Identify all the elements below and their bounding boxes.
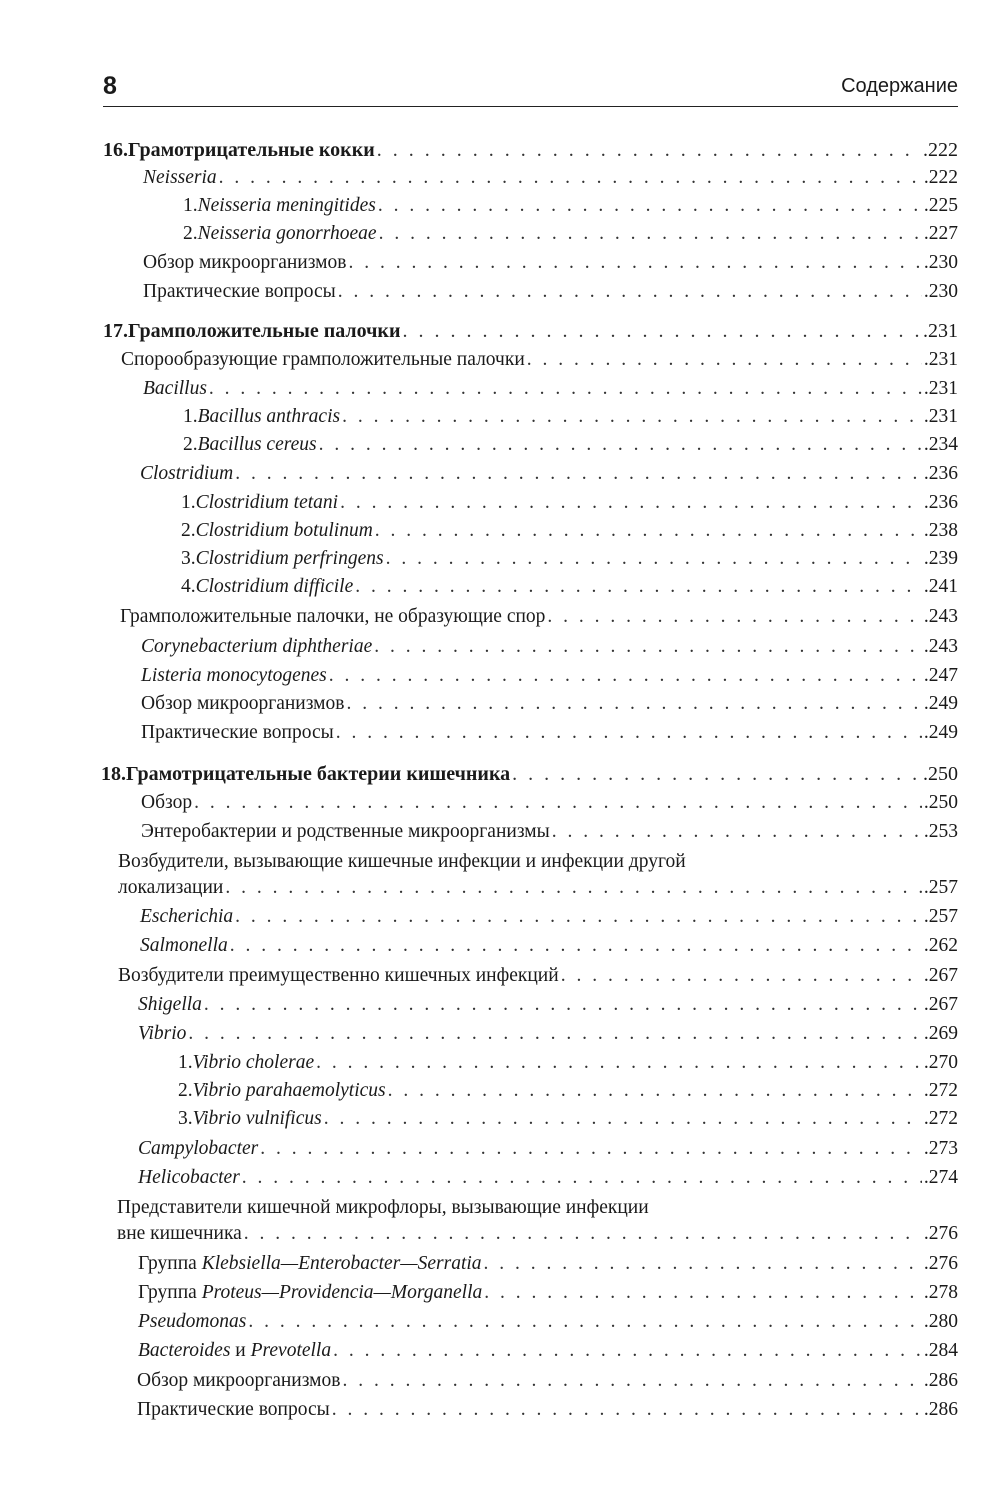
toc-entry-bacillus[interactable] bbox=[143, 377, 958, 401]
dot-leader bbox=[219, 166, 922, 190]
page-ref: .231 bbox=[923, 406, 958, 427]
page-ref: .262 bbox=[923, 935, 958, 956]
dot-leader bbox=[260, 1137, 922, 1161]
entry-title: Proteus—Providencia—Morganella bbox=[201, 1282, 483, 1303]
entry-title: локализации bbox=[118, 877, 224, 898]
dot-leader bbox=[244, 1222, 922, 1246]
chapter-number: 17. bbox=[103, 320, 128, 342]
dot-leader bbox=[188, 1022, 921, 1046]
entry-title: Neisseria bbox=[143, 167, 217, 188]
dot-leader bbox=[332, 1398, 922, 1422]
entry-title: Обзор микроорганизмов bbox=[143, 252, 347, 273]
dot-leader bbox=[561, 964, 922, 988]
toc-entry-pseudomonas[interactable] bbox=[138, 1310, 958, 1334]
dot-leader bbox=[547, 605, 921, 629]
dot-leader bbox=[235, 462, 922, 486]
page-ref: .253 bbox=[923, 821, 958, 842]
entry-title: Neisseria meningitides bbox=[197, 195, 376, 216]
page-ref: .284 bbox=[923, 1340, 958, 1361]
page-ref: .227 bbox=[923, 223, 958, 244]
entry-number: 4. bbox=[181, 576, 196, 597]
toc-entry-vibrio-cholerae[interactable] bbox=[178, 1051, 958, 1075]
page-ref: .249 bbox=[923, 722, 958, 743]
entry-number: 1. bbox=[181, 492, 196, 513]
page-ref: .243 bbox=[923, 606, 958, 627]
page-ref: .272 bbox=[923, 1108, 958, 1129]
dot-leader bbox=[340, 491, 922, 515]
entry-title: Возбудители преимущественно кишечных инфекций bbox=[118, 965, 559, 986]
toc-entry-overview[interactable] bbox=[143, 251, 958, 275]
page-number: 8 bbox=[103, 72, 117, 100]
page-ref: .286 bbox=[923, 1370, 958, 1391]
running-title: Содержание bbox=[841, 75, 958, 97]
entry-title: Escherichia bbox=[140, 906, 234, 927]
page-ref: .276 bbox=[923, 1223, 958, 1244]
chapter-number: 18. bbox=[101, 763, 126, 785]
page-ref: .270 bbox=[923, 1052, 958, 1073]
page-ref: .280 bbox=[923, 1311, 958, 1332]
toc-chapter-18[interactable] bbox=[101, 762, 958, 786]
toc-entry-clostridium-tetani[interactable] bbox=[181, 491, 958, 515]
toc-entry-clostridium[interactable] bbox=[140, 462, 958, 486]
dot-leader bbox=[242, 1166, 922, 1190]
entry-title: Обзор микроорганизмов bbox=[141, 693, 345, 714]
entry-title: Практические вопросы bbox=[141, 722, 334, 743]
toc-entry-microflora[interactable] bbox=[117, 1222, 958, 1246]
entry-number: 3. bbox=[181, 548, 196, 569]
toc-entry-pathogens-wrapped-line[interactable]: Возбудители, вызывающие кишечные инфекции и инфекции другой bbox=[118, 851, 686, 872]
toc-chapter-16[interactable] bbox=[103, 138, 958, 162]
toc-entry-neisseria-meningitides[interactable] bbox=[183, 194, 958, 218]
toc-entry-vibrio-vulnificus[interactable] bbox=[178, 1107, 958, 1131]
dot-leader bbox=[379, 222, 922, 246]
chapter-number: 16. bbox=[103, 139, 128, 161]
entry-title: Энтеробактерии и родственные микроорганизмы bbox=[141, 821, 550, 842]
entry-title: вне кишечника bbox=[117, 1223, 242, 1244]
dot-leader bbox=[374, 635, 922, 659]
toc-entry-microflora-wrapped-line[interactable]: Представители кишечной микрофлоры, вызывающие инфекции bbox=[117, 1197, 649, 1218]
entry-title: Listeria monocytogenes bbox=[141, 665, 327, 686]
dot-leader bbox=[346, 692, 921, 716]
toc-entry-listeria[interactable] bbox=[141, 664, 958, 688]
page-ref: .250 bbox=[923, 763, 958, 785]
dot-leader bbox=[225, 876, 922, 900]
dot-leader bbox=[333, 1339, 922, 1363]
toc-entry-neisseria[interactable] bbox=[143, 166, 958, 190]
dot-leader bbox=[235, 905, 922, 929]
page-ref: .286 bbox=[923, 1399, 958, 1420]
entry-number: 2. bbox=[181, 520, 196, 541]
entry-title: Vibrio cholerae bbox=[192, 1052, 315, 1073]
page-ref: .231 bbox=[923, 320, 958, 342]
entry-number: 1. bbox=[183, 195, 198, 216]
entry-number: 3. bbox=[178, 1108, 193, 1129]
dot-leader bbox=[316, 1051, 922, 1075]
dot-leader bbox=[386, 547, 922, 571]
toc-chapter-17[interactable] bbox=[103, 319, 958, 343]
dot-leader bbox=[194, 791, 922, 815]
entry-title: Clostridium difficile bbox=[195, 576, 354, 597]
page-ref: .257 bbox=[923, 877, 958, 898]
page-ref: .231 bbox=[923, 349, 958, 370]
toc-entry-clostridium-botulinum[interactable] bbox=[181, 519, 958, 543]
dot-leader bbox=[378, 194, 922, 218]
dot-leader bbox=[512, 762, 921, 786]
dot-leader bbox=[527, 348, 922, 372]
toc-entry-helicobacter[interactable] bbox=[138, 1166, 958, 1190]
toc-entry-bacteroides-prevotella[interactable] bbox=[138, 1339, 958, 1363]
dot-leader bbox=[342, 405, 922, 429]
toc-entry-klebsiella-group[interactable] bbox=[138, 1252, 958, 1276]
toc-entry-corynebacterium[interactable] bbox=[141, 635, 958, 659]
toc-entry-questions[interactable] bbox=[143, 280, 958, 304]
page-ref: .257 bbox=[923, 906, 958, 927]
toc-entry-spore-forming[interactable] bbox=[121, 348, 958, 372]
entry-title: Спорообразующие грамположительные палочки bbox=[121, 349, 525, 370]
toc-entry-clostridium-perfringens[interactable] bbox=[181, 547, 958, 571]
toc-entry-vibrio-parahaemolyticus[interactable] bbox=[178, 1079, 958, 1103]
entry-title: Обзор микроорганизмов bbox=[137, 1370, 341, 1391]
dot-leader bbox=[348, 251, 921, 275]
page-ref: .278 bbox=[923, 1282, 958, 1303]
page-ref: .243 bbox=[923, 636, 958, 657]
entry-title: Neisseria gonorrhoeae bbox=[197, 223, 377, 244]
entry-number: 2. bbox=[178, 1080, 193, 1101]
toc-entry-clostridium-difficile[interactable] bbox=[181, 575, 958, 599]
entry-title: Bacillus anthracis bbox=[197, 406, 341, 427]
toc-entry-pathogens-intestinal[interactable] bbox=[118, 964, 958, 988]
page-ref: .239 bbox=[923, 548, 958, 569]
entry-number: 1. bbox=[178, 1052, 193, 1073]
page-header bbox=[103, 70, 958, 107]
dot-leader bbox=[355, 575, 922, 599]
dot-leader bbox=[324, 1107, 922, 1131]
page-ref: .272 bbox=[923, 1080, 958, 1101]
dot-leader bbox=[484, 1252, 922, 1276]
entry-title: Campylobacter bbox=[138, 1138, 259, 1159]
toc-entry-salmonella[interactable] bbox=[140, 934, 958, 958]
entry-number: 2. bbox=[183, 434, 198, 455]
dot-leader bbox=[329, 664, 922, 688]
page-ref: .230 bbox=[923, 281, 958, 302]
page-ref: .250 bbox=[923, 792, 958, 813]
toc-entry-campylobacter[interactable] bbox=[138, 1137, 958, 1161]
entry-title: Clostridium botulinum bbox=[195, 520, 373, 541]
page-ref: .236 bbox=[923, 463, 958, 484]
toc-entry-overview-intro[interactable] bbox=[141, 791, 958, 815]
entry-title: Vibrio parahaemolyticus bbox=[192, 1080, 386, 1101]
entry-title: Corynebacterium diphtheriae bbox=[141, 636, 373, 657]
page-ref: .230 bbox=[923, 252, 958, 273]
page-ref: .249 bbox=[923, 693, 958, 714]
entry-title: Практические вопросы bbox=[137, 1399, 330, 1420]
entry-title: Pseudomonas bbox=[138, 1311, 247, 1332]
dot-leader bbox=[230, 934, 922, 958]
dot-leader bbox=[204, 993, 922, 1017]
dot-leader bbox=[338, 280, 922, 304]
entry-conjunction: и bbox=[235, 1340, 246, 1361]
page-ref: .247 bbox=[923, 665, 958, 686]
page-ref: .238 bbox=[923, 520, 958, 541]
toc-entry-escherichia[interactable] bbox=[140, 905, 958, 929]
dot-leader bbox=[388, 1079, 922, 1103]
entry-number: 2. bbox=[183, 223, 198, 244]
dot-leader bbox=[248, 1310, 922, 1334]
dot-leader bbox=[377, 138, 921, 162]
page-ref: .234 bbox=[923, 434, 958, 455]
toc-entry-bacillus-cereus[interactable] bbox=[183, 433, 958, 457]
toc-entry-neisseria-gonorrhoeae[interactable] bbox=[183, 222, 958, 246]
page-ref: .273 bbox=[923, 1138, 958, 1159]
toc-entry-bacillus-anthracis[interactable] bbox=[183, 405, 958, 429]
toc-entry-overview[interactable] bbox=[137, 1369, 958, 1393]
page-ref: .222 bbox=[923, 139, 958, 161]
toc-entry-shigella[interactable] bbox=[138, 993, 958, 1017]
page-ref: .267 bbox=[923, 994, 958, 1015]
entry-title: Bacillus bbox=[143, 378, 207, 399]
toc-entry-proteus-group[interactable] bbox=[138, 1281, 958, 1305]
page-ref: .274 bbox=[923, 1167, 958, 1188]
chapter-title: Грамотрицательные кокки bbox=[128, 139, 375, 161]
entry-title: Практические вопросы bbox=[143, 281, 336, 302]
chapter-title: Грамотрицательные бактерии кишечника bbox=[126, 763, 511, 785]
toc-entry-vibrio[interactable] bbox=[138, 1022, 958, 1046]
page-ref: .267 bbox=[923, 965, 958, 986]
entry-title: Shigella bbox=[138, 994, 202, 1015]
entry-title: Vibrio vulnificus bbox=[192, 1108, 322, 1129]
toc-entry-questions[interactable] bbox=[141, 721, 958, 745]
entry-title: Clostridium bbox=[140, 463, 234, 484]
entry-title: Salmonella bbox=[140, 935, 228, 956]
chapter-title: Грамположительные палочки bbox=[128, 320, 401, 342]
entry-title: Обзор bbox=[141, 792, 193, 813]
entry-title-b: Prevotella bbox=[250, 1340, 332, 1361]
toc-entry-non-spore-forming[interactable] bbox=[120, 605, 958, 629]
entry-prefix: Группа bbox=[138, 1282, 197, 1303]
toc-entry-pathogens-intestinal-other[interactable] bbox=[118, 876, 958, 900]
entry-prefix: Группа bbox=[138, 1253, 197, 1274]
entry-number: 1. bbox=[183, 406, 198, 427]
entry-title: Klebsiella—Enterobacter—Serratia bbox=[201, 1253, 482, 1274]
page-ref: .269 bbox=[923, 1023, 958, 1044]
toc-entry-enterobacteria[interactable] bbox=[141, 820, 958, 844]
dot-leader bbox=[319, 433, 922, 457]
entry-title: Bacillus cereus bbox=[197, 434, 317, 455]
page-ref: .231 bbox=[923, 378, 958, 399]
dot-leader bbox=[209, 377, 922, 401]
dot-leader bbox=[342, 1369, 921, 1393]
entry-title: Vibrio bbox=[138, 1023, 187, 1044]
entry-title: Helicobacter bbox=[138, 1167, 240, 1188]
dot-leader bbox=[484, 1281, 922, 1305]
page-ref: .236 bbox=[923, 492, 958, 513]
dot-leader bbox=[375, 519, 922, 543]
page-ref: .276 bbox=[923, 1253, 958, 1274]
entry-title: Clostridium tetani bbox=[195, 492, 339, 513]
entry-title-a: Bacteroides bbox=[138, 1340, 231, 1361]
entry-title: Clostridium perfringens bbox=[195, 548, 384, 569]
entry-title: Грамположительные палочки, не образующие спор bbox=[120, 606, 546, 627]
toc-entry-questions[interactable] bbox=[137, 1398, 958, 1422]
page-ref: .225 bbox=[923, 195, 958, 216]
dot-leader bbox=[552, 820, 922, 844]
dot-leader bbox=[336, 721, 922, 745]
page-ref: .222 bbox=[923, 167, 958, 188]
dot-leader bbox=[402, 319, 921, 343]
page-ref: .241 bbox=[923, 576, 958, 597]
toc-entry-overview[interactable] bbox=[141, 692, 958, 716]
